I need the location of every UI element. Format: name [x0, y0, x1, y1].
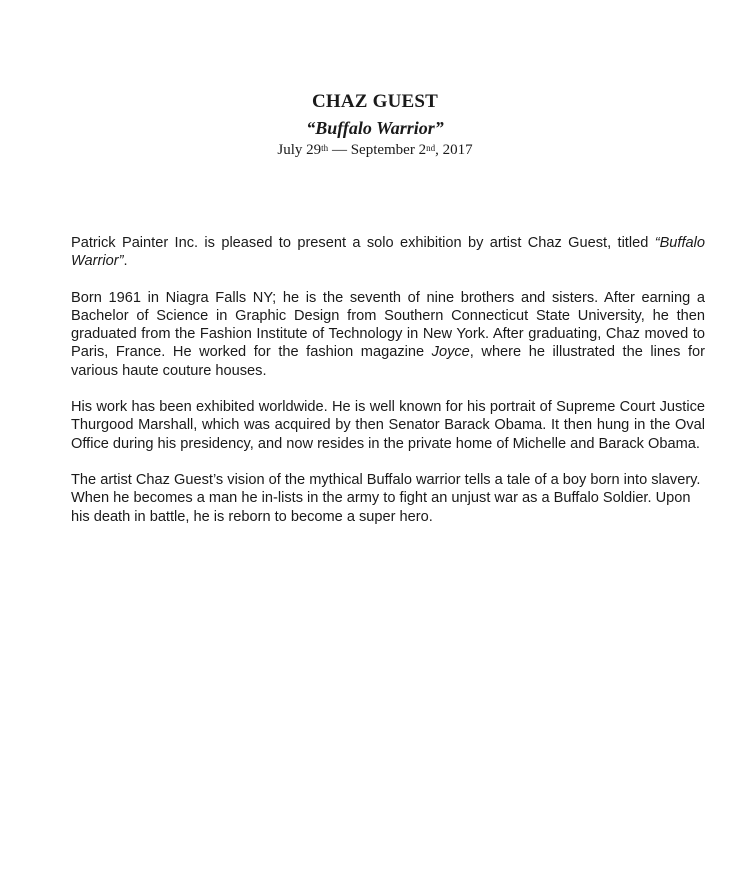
- exhibition-dates: [0, 140, 750, 160]
- exhibition-year: , 2017: [435, 142, 473, 158]
- press-release-body: [71, 234, 705, 544]
- paragraph-intro: [71, 234, 705, 271]
- paragraph-biography-end: , where he illustrated the lines for various haute couture houses.: [71, 344, 705, 379]
- start-date-ordinal: th: [321, 143, 329, 153]
- paragraph-intro-title: “Buffalo Warrior”: [71, 235, 705, 270]
- document-header: [0, 90, 750, 160]
- end-date-ordinal: nd: [426, 143, 436, 153]
- paragraph-exhibitions: His work has been exhibited worldwide. He is well known for his portrait of Supreme Court Justice Thurgood Marshall, which was acquired by then Senator Barack Obama. It then hung in the Oval Office during his presidency, and now resides in the private home of Michelle and Barack Obama.: [71, 399, 705, 452]
- artist-name: CHAZ GUEST: [311, 91, 439, 112]
- paragraph-vision: The artist Chaz Guest’s vision of the mythical Buffalo warrior tells a tale of a boy born into slavery. When he becomes a man he in-lists in the army to fight an unjust war as a Buffalo Soldier. Upon his death in battle, he is reborn to become a super hero.: [71, 471, 701, 525]
- end-date: — September 2: [328, 142, 427, 158]
- paragraph-biography: [71, 289, 705, 380]
- paragraph-intro-end: .: [123, 253, 128, 270]
- paragraph-biography-text: Born 1961 in Niagra Falls NY; he is the seventh of nine brothers and sisters. After earning a Bachelor of Science in Graphic Design from Southern Connecticut State University, he then graduated from the Fashion Institute of Technology in New York. After graduating, Chaz moved to Paris, France. He worked for the fashion magazine: [71, 289, 705, 361]
- paragraph-intro-text: Patrick Painter Inc. is pleased to present a solo exhibition by artist Chaz Guest, titled: [71, 235, 655, 251]
- exhibition-title: “Buffalo Warrior”: [306, 118, 444, 138]
- paragraph-biography-magazine: Joyce: [431, 344, 470, 361]
- start-date: July 29: [277, 142, 322, 158]
